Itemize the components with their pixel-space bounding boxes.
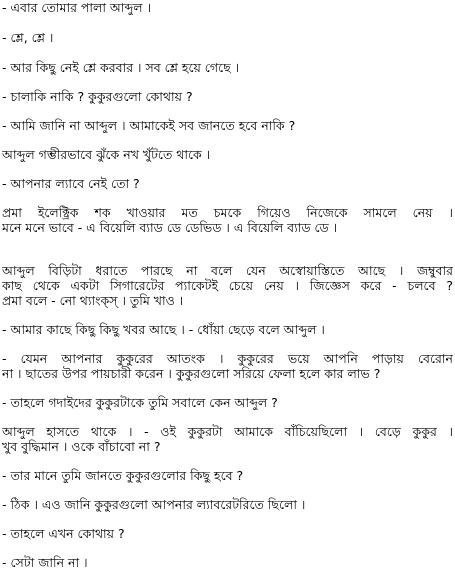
text-line-3: - আর কিছু নেই শ্লে করবার । সব শ্লে হয়ে গেছে । <box>2 60 240 75</box>
text-line-18: খুব বুদ্ধিমান । ওকে বাঁচাবো না ? <box>2 439 161 454</box>
text-line-2: - শ্লে, শ্লে । <box>2 30 54 45</box>
text-line-9: মনে মনে ভাবে - এ বিয়েলি ব্যাড ডে ডেভিড । এ বিয়েলি ব্যাড ডে । <box>2 220 338 235</box>
text-line-4: - চালাকি নাকি ? কুকুরগুলো কোথায় ? <box>2 89 193 104</box>
text-line-19: - তার মানে তুমি জানতে কুকুরগুলোর কিছু হবে ? <box>2 468 244 483</box>
text-line-10: আব্দুল বিড়িটা ধরাতে পারছে না বলে যেন অস্বোয়াস্তিতে আছে । জম্বুবার <box>2 263 453 278</box>
text-line-6: আব্দুল গম্ভীরভাবে ঝুঁকে নখ খুঁটতে থাকে । <box>2 147 211 162</box>
text-line-8: প্রমা ইলেক্ট্রিক শক খাওয়ার মত চমকে গিয়েও নিজেকে সামলে নেয় । <box>2 205 453 220</box>
text-line-21: - তাহলে এখন কোথায় ? <box>2 526 125 541</box>
text-line-20: - ঠিক । এও জানি কুকুরগুলো আপনার ল্যাবরেটরিতে ছিলো । <box>2 497 306 512</box>
text-line-12: প্রমা বলে - নো থ্যাংক্স্ । তুমি খাও । <box>2 293 184 308</box>
text-line-16: - তাহলে গদাইদের কুকুরটাকে তুমি সবালে কেন আব্দুল ? <box>2 395 278 410</box>
text-line-1: - এবার তোমার পালা আব্দুল । <box>2 0 152 15</box>
text-line-15: না । ছাতের উপর পায়চারী করেন । কুকুরগুলো সরিয়ে ফেলা হলে কার লাভ ? <box>2 366 381 381</box>
text-line-14: - যেমন আপনার কুকুরের আতংক । কুকুরের ভয়ে আপনি পাড়ায় বেরোন <box>2 351 453 366</box>
text-line-5: - আমি জানি না আব্দুল । আমাকেই সব জানতে হবে নাকি ? <box>2 118 296 133</box>
text-line-11: কাছ থেকে একটা সিগারেটের প্যাকেটই চেয়ে নেয় । জিজ্ঞেস করে - চলবে ? <box>2 278 453 293</box>
text-line-22: - সেটা জানি না । <box>2 555 88 570</box>
text-line-13: - আমার কাছে কিছু কিছু খবর আছে । - ধোঁয়া ছেড়ে বলে আব্দুল । <box>2 322 325 337</box>
text-line-7: - আপনার ল্যাবে নেই তো ? <box>2 176 140 191</box>
text-line-17: আব্দুল হাসতে থাকে । - ওই কুকুরটা আমাকে বাঁচিয়েছিলো । বেড়ে কুকুর । <box>2 424 453 439</box>
